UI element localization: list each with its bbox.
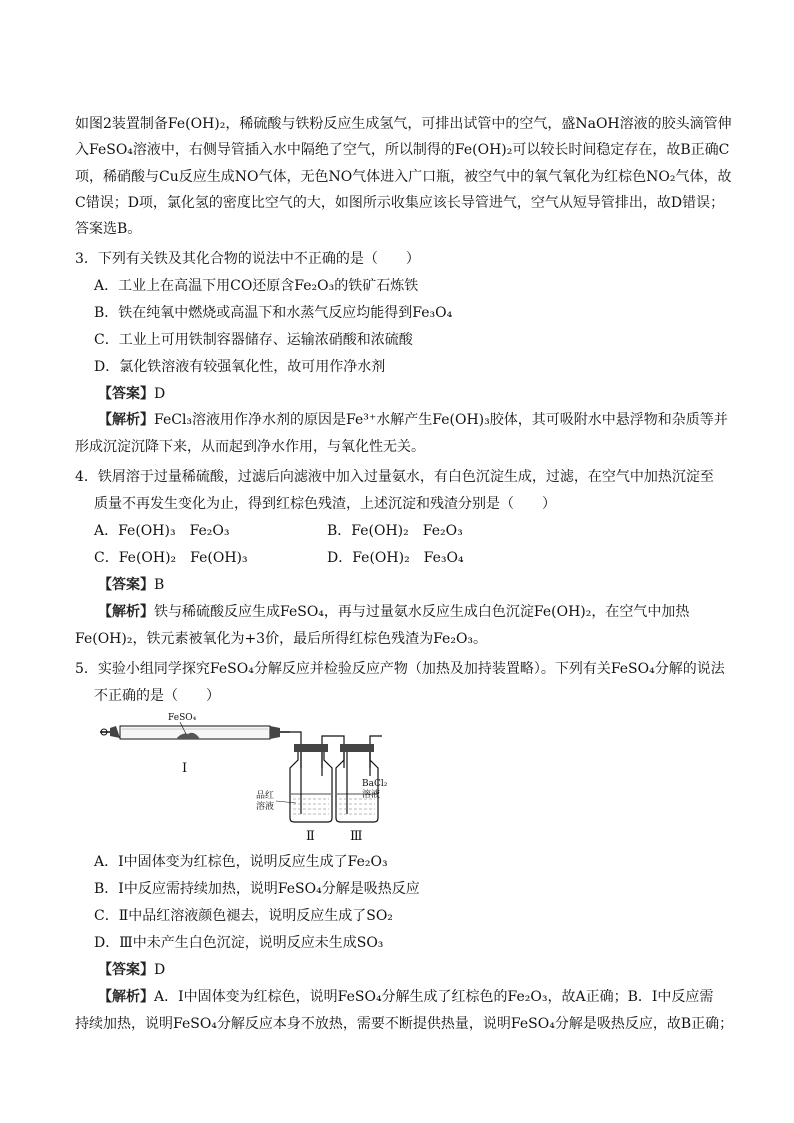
reaction-tube: [100, 726, 290, 739]
apparatus-diagram: [96, 706, 396, 846]
answer-value: D: [154, 386, 166, 402]
bottle-iii-label: 溶液: [362, 790, 381, 800]
bottle-ii-label: 品红: [256, 791, 275, 801]
analysis-text: 铁与稀硫酸反应生成FeSO₄，再与过量氨水反应生成白色沉淀Fe(OH)₂，在空气中加热: [154, 604, 690, 620]
question-4-analysis-cont: Fe(OH)₂，铁元素被氧化为+3价，最后所得红棕色残渣为Fe₂O₃。: [75, 631, 488, 647]
question-4-stem-cont: 质量不再发生变化为止，得到红棕色残渣，上述沉淀和残渣分别是（ ）: [94, 496, 556, 512]
answer-tag: 【答案】: [98, 962, 154, 978]
question-5-option-d: D．Ⅲ中未产生白色沉淀，说明反应未生成SO₃: [94, 935, 384, 951]
question-3-analysis-cont: 形成沉淀沉降下来，从而起到净水作用，与氧化性无关。: [75, 439, 425, 455]
question-4-options-row-2: [94, 548, 464, 568]
answer-tag: 【答案】: [98, 386, 154, 402]
question-5-option-c: C．Ⅱ中品红溶液颜色褪去，说明反应生成了SO₂: [94, 908, 393, 924]
question-5-answer: [98, 960, 165, 980]
question-3-analysis: [98, 410, 728, 430]
analysis-tag: 【解析】: [98, 604, 154, 620]
question-4-options-row-1: [94, 521, 463, 541]
question-5-option-b: B．Ⅰ中反应需持续加热，说明FeSO₄分解是吸热反应: [94, 881, 420, 897]
question-3-option-b: B．铁在纯氧中燃烧或高温下和水蒸气反应均能得到Fe₃O₄: [94, 305, 453, 321]
answer-value: D: [154, 962, 166, 978]
text-line: C错误；D项，氯化氢的密度比空气的大，如图所示收集应该长导管进气，空气从短导管排出，故D错误；: [75, 195, 725, 211]
answer-tag: 【答案】: [98, 577, 154, 593]
question-3-answer: [98, 384, 165, 404]
answer-value: B: [154, 577, 165, 593]
bottle-ii-label: 溶液: [256, 802, 275, 812]
question-5-stem-cont: 不正确的是（ ）: [94, 688, 220, 704]
text-line: 答案选B。: [75, 221, 142, 237]
text-line: 项，稀硝酸与Cu反应生成NO气体，无色NO气体进入广口瓶，被空气中的氧气氧化为红棕色NO₂气体，故: [75, 169, 732, 185]
question-3-option-d: D．氯化铁溶液有较强氧化性，故可用作净水剂: [94, 359, 386, 375]
label-i: Ⅰ: [182, 761, 188, 776]
analysis-tag: 【解析】: [98, 412, 154, 428]
question-5-stem: 5．实验小组同学探究FeSO₄分解反应并检验反应产物（加热及加持装置略）。下列有关FeSO₄分解的说法: [75, 661, 725, 677]
question-4-option-a: A．Fe(OH)₃ Fe₂O₃: [94, 523, 230, 539]
label-ii: Ⅱ: [306, 829, 315, 844]
question-5-analysis: [98, 987, 713, 1007]
text-line: 如图2装置制备Fe(OH)₂，稀硫酸与铁粉反应生成氢气，可排出试管中的空气，盛NaOH溶液的胶头滴管伸: [75, 116, 732, 132]
analysis-tag: 【解析】: [98, 989, 154, 1005]
question-5-analysis-cont: 持续加热，说明FeSO₄分解反应本身不放热，需要不断提供热量，说明FeSO₄分解是吸热反应，故B正确；: [75, 1016, 734, 1032]
question-4-analysis: [98, 602, 689, 622]
analysis-text: A．Ⅰ中固体变为红棕色，说明FeSO₄分解生成了红棕色的Fe₂O₃，故A正确；B．Ⅰ中反应需: [154, 989, 714, 1005]
question-5-option-a: A．Ⅰ中固体变为红棕色，说明反应生成了Fe₂O₃: [94, 854, 388, 870]
question-4-option-d: D．Fe(OH)₂ Fe₃O₄: [327, 550, 464, 566]
question-3-option-a: A．工业上在高温下用CO还原含Fe₂O₃的铁矿石炼铁: [94, 278, 419, 294]
question-4-stem: 4．铁屑溶于过量稀硫酸，过滤后向滤液中加入过量氨水，有白色沉淀生成，过滤，在空气中加热沉淀至: [75, 469, 714, 485]
analysis-text: FeCl₃溶液用作净水剂的原因是Fe³⁺水解产生Fe(OH)₃胶体，其可吸附水中悬浮物和杂质等并: [154, 412, 728, 428]
question-4-option-b: B．Fe(OH)₂ Fe₂O₃: [327, 523, 463, 539]
bottle-iii-label: BaCl₂: [362, 779, 388, 789]
question-4-answer: [98, 575, 164, 595]
question-3-stem: 3．下列有关铁及其化合物的说法中不正确的是（ ）: [75, 251, 420, 267]
text-line: 入FeSO₄溶液中，右侧导管插入水中隔绝了空气，所以制得的Fe(OH)₂可以较长时间稳定存在，故B正确C: [75, 142, 730, 158]
question-4-option-c: C．Fe(OH)₂ Fe(OH)₃: [94, 550, 248, 566]
question-3-option-c: C．工业上可用铁制容器储存、运输浓硝酸和浓硫酸: [94, 332, 413, 348]
tube-label: FeSO₄: [168, 713, 197, 723]
bottle-ii: [290, 744, 332, 822]
label-iii: Ⅲ: [350, 829, 363, 844]
